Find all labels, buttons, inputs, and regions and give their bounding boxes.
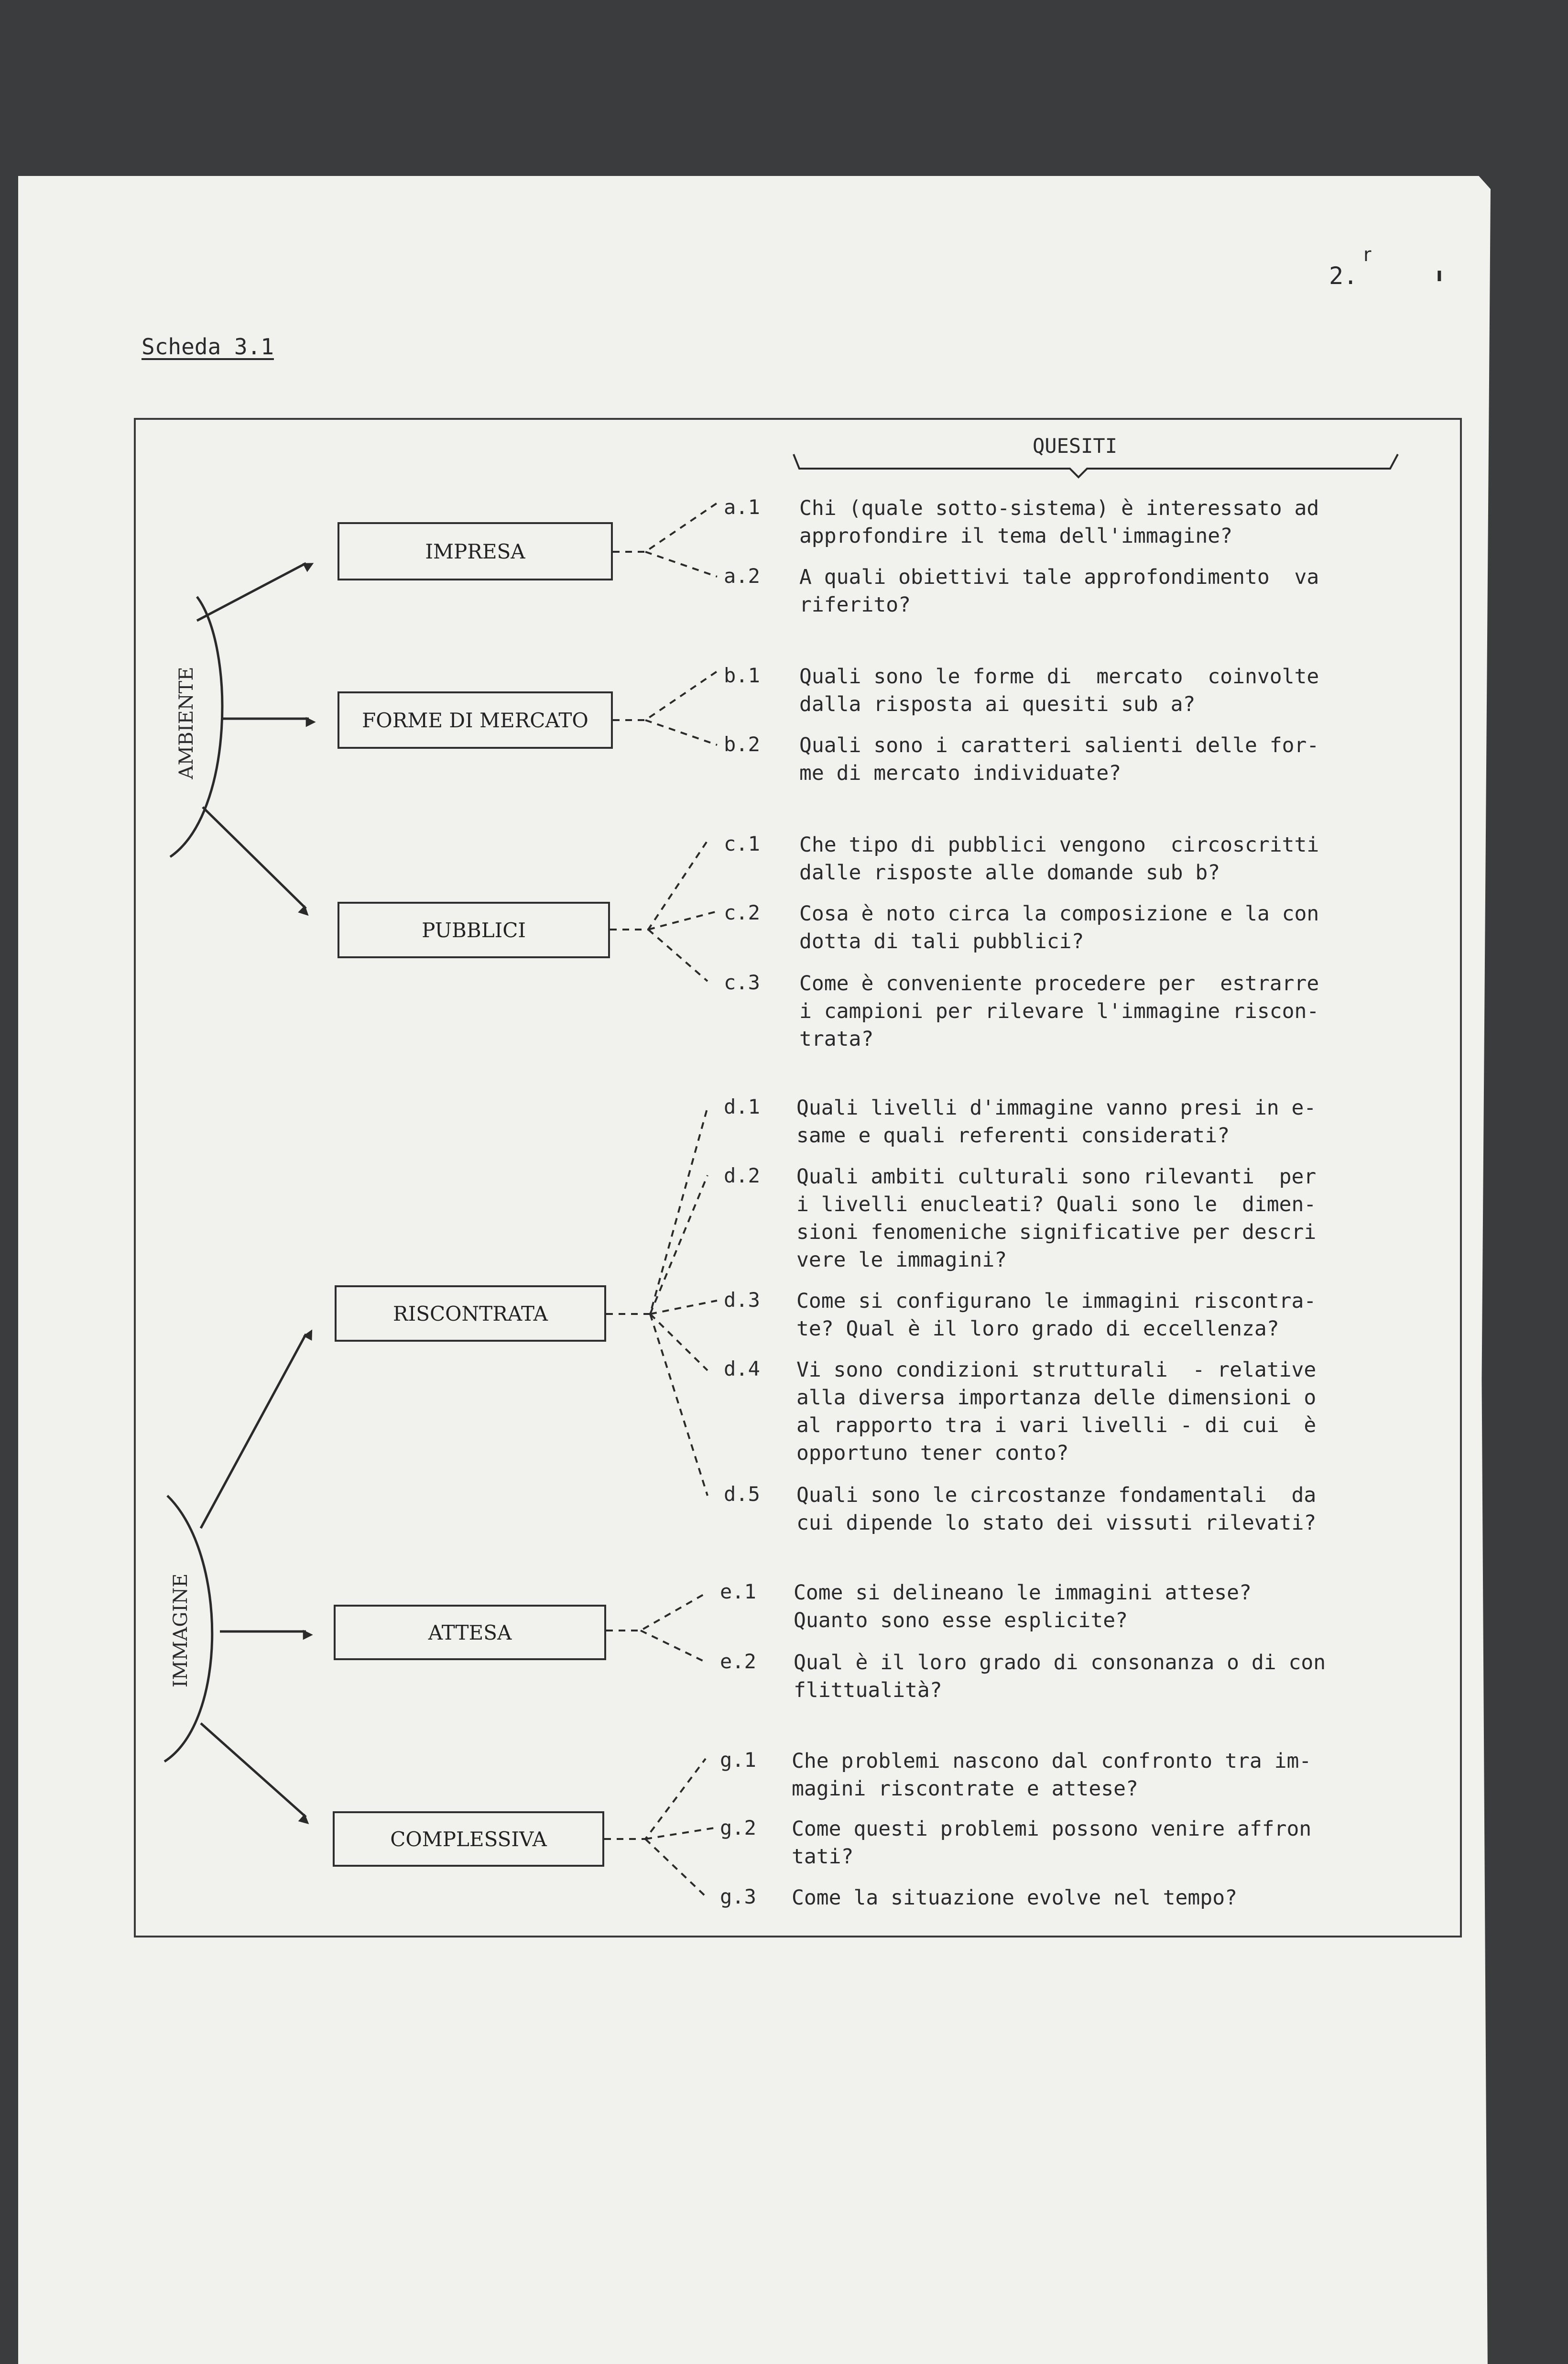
question-id: c.2	[724, 901, 760, 924]
question-text	[794, 1649, 1326, 1704]
question-line: Come si delineano le immagini attese?	[794, 1581, 1252, 1605]
question-text	[799, 732, 1319, 787]
question-id: a.2	[724, 564, 760, 588]
question-text	[796, 1356, 1316, 1467]
question-line: dotta di tali pubblici?	[799, 930, 1084, 953]
question-id: d.5	[724, 1482, 760, 1506]
question-text	[796, 1163, 1316, 1274]
question-line: Quali sono le forme di mercato coinvolte	[799, 665, 1319, 689]
question-id: e.2	[720, 1650, 756, 1673]
question-text	[792, 1884, 1237, 1912]
connectors	[604, 503, 717, 1896]
question-id: c.1	[724, 832, 760, 855]
question-line: Quanto sono esse esplicite?	[794, 1609, 1128, 1632]
question-id: e.1	[720, 1580, 756, 1603]
page-number: 2.	[1329, 262, 1358, 290]
question-text	[799, 970, 1319, 1053]
question-id: d.4	[724, 1357, 760, 1380]
question-line: Cosa è noto circa la composizione e la con	[799, 902, 1319, 926]
question-line: trata?	[799, 1027, 874, 1051]
question-line: Quali sono i caratteri salienti delle for-	[799, 733, 1319, 757]
question-text	[796, 1287, 1316, 1343]
question-line: Come si configurano le immagini riscontra-	[796, 1289, 1317, 1313]
question-id: d.2	[724, 1164, 760, 1187]
question-text	[799, 663, 1319, 718]
question-text	[799, 900, 1319, 955]
question-text	[796, 1094, 1316, 1149]
question-line: vere le immagini?	[796, 1248, 1007, 1272]
question-line: opportuno tener conto?	[796, 1441, 1069, 1465]
question-line: cui dipende lo stato dei vissuti rilevati?	[796, 1511, 1317, 1535]
question-id: d.3	[724, 1288, 760, 1312]
question-line: Che problemi nascono dal confronto tra im-	[792, 1749, 1312, 1773]
question-line: Come questi problemi possono venire affron	[792, 1817, 1312, 1841]
arrow-riscontrata	[201, 1334, 306, 1528]
question-line: tati?	[792, 1845, 854, 1869]
group-label-ambiente: AMBIENTE	[175, 667, 197, 779]
question-line: Che tipo di pubblici vengono circoscritti	[799, 833, 1319, 857]
question-text	[796, 1481, 1316, 1537]
question-line: Come la situazione evolve nel tempo?	[792, 1886, 1237, 1910]
question-line: te? Qual è il loro grado di eccellenza?	[796, 1317, 1279, 1341]
questions-header: QUESITI	[1033, 434, 1118, 458]
question-line: approfondire il tema dell'immagine?	[799, 524, 1233, 548]
box-pubblici: PUBBLICI	[338, 902, 610, 958]
question-text	[799, 494, 1319, 550]
question-text	[792, 1815, 1311, 1871]
question-line: Vi sono condizioni strutturali - relative	[796, 1358, 1317, 1382]
question-id: d.1	[724, 1095, 760, 1118]
corner-mark: ı	[1436, 264, 1443, 286]
question-id: g.3	[720, 1885, 756, 1908]
question-line: Chi (quale sotto-sistema) è interessato ad	[799, 496, 1319, 520]
question-line: A quali obiettivi tale approfondimento va	[799, 565, 1319, 589]
question-line: magini riscontrate e attese?	[792, 1777, 1138, 1801]
question-line: me di mercato individuate?	[799, 761, 1122, 785]
question-text	[794, 1579, 1252, 1634]
question-id: a.1	[724, 495, 760, 519]
questions-brace	[794, 454, 1398, 477]
corner-mark: r	[1363, 244, 1372, 266]
question-text	[792, 1747, 1311, 1803]
question-line: dalle risposte alle domande sub b?	[799, 861, 1220, 885]
question-line: Qual è il loro grado di consonanza o di con	[794, 1651, 1326, 1674]
question-line: Quali sono le circostanze fondamentali da	[796, 1483, 1317, 1507]
question-line: riferito?	[799, 593, 911, 617]
question-text	[799, 563, 1319, 619]
sheet-title: Scheda 3.1	[142, 334, 274, 360]
question-id: c.3	[724, 971, 760, 994]
question-line: alla diversa importanza delle dimensioni o	[796, 1386, 1317, 1410]
question-text	[799, 831, 1319, 886]
box-complessiva: COMPLESSIVA	[333, 1811, 604, 1867]
question-line: Quali livelli d'immagine vanno presi in e-	[796, 1096, 1317, 1120]
group-label-immagine: IMMAGINE	[170, 1573, 192, 1688]
question-id: g.1	[720, 1748, 756, 1772]
question-line: flittualità?	[794, 1678, 942, 1702]
question-line: al rapporto tra i vari livelli - di cui è	[796, 1413, 1317, 1437]
question-line: i livelli enucleati? Quali sono le dimen-	[796, 1193, 1317, 1216]
box-forme-di-mercato: FORME DI MERCATO	[338, 691, 613, 749]
question-line: Come è conveniente procedere per estrarre	[799, 972, 1319, 996]
box-impresa: IMPRESA	[338, 522, 613, 580]
question-line: sioni fenomeniche significative per descri	[796, 1220, 1317, 1244]
arrow-complessiva	[201, 1723, 306, 1817]
question-id: g.2	[720, 1816, 756, 1839]
arrow-pubblici	[203, 807, 306, 908]
question-id: b.2	[724, 733, 760, 756]
box-attesa: ATTESA	[334, 1605, 606, 1660]
question-id: b.1	[724, 664, 760, 687]
question-line: Quali ambiti culturali sono rilevanti per	[796, 1165, 1317, 1189]
question-line: dalla risposta ai quesiti sub a?	[799, 692, 1196, 716]
arrow-impresa	[197, 563, 306, 621]
box-riscontrata: RISCONTRATA	[335, 1285, 606, 1342]
question-line: same e quali referenti considerati?	[796, 1124, 1230, 1148]
question-line: i campioni per rilevare l'immagine riscon-	[799, 999, 1319, 1023]
